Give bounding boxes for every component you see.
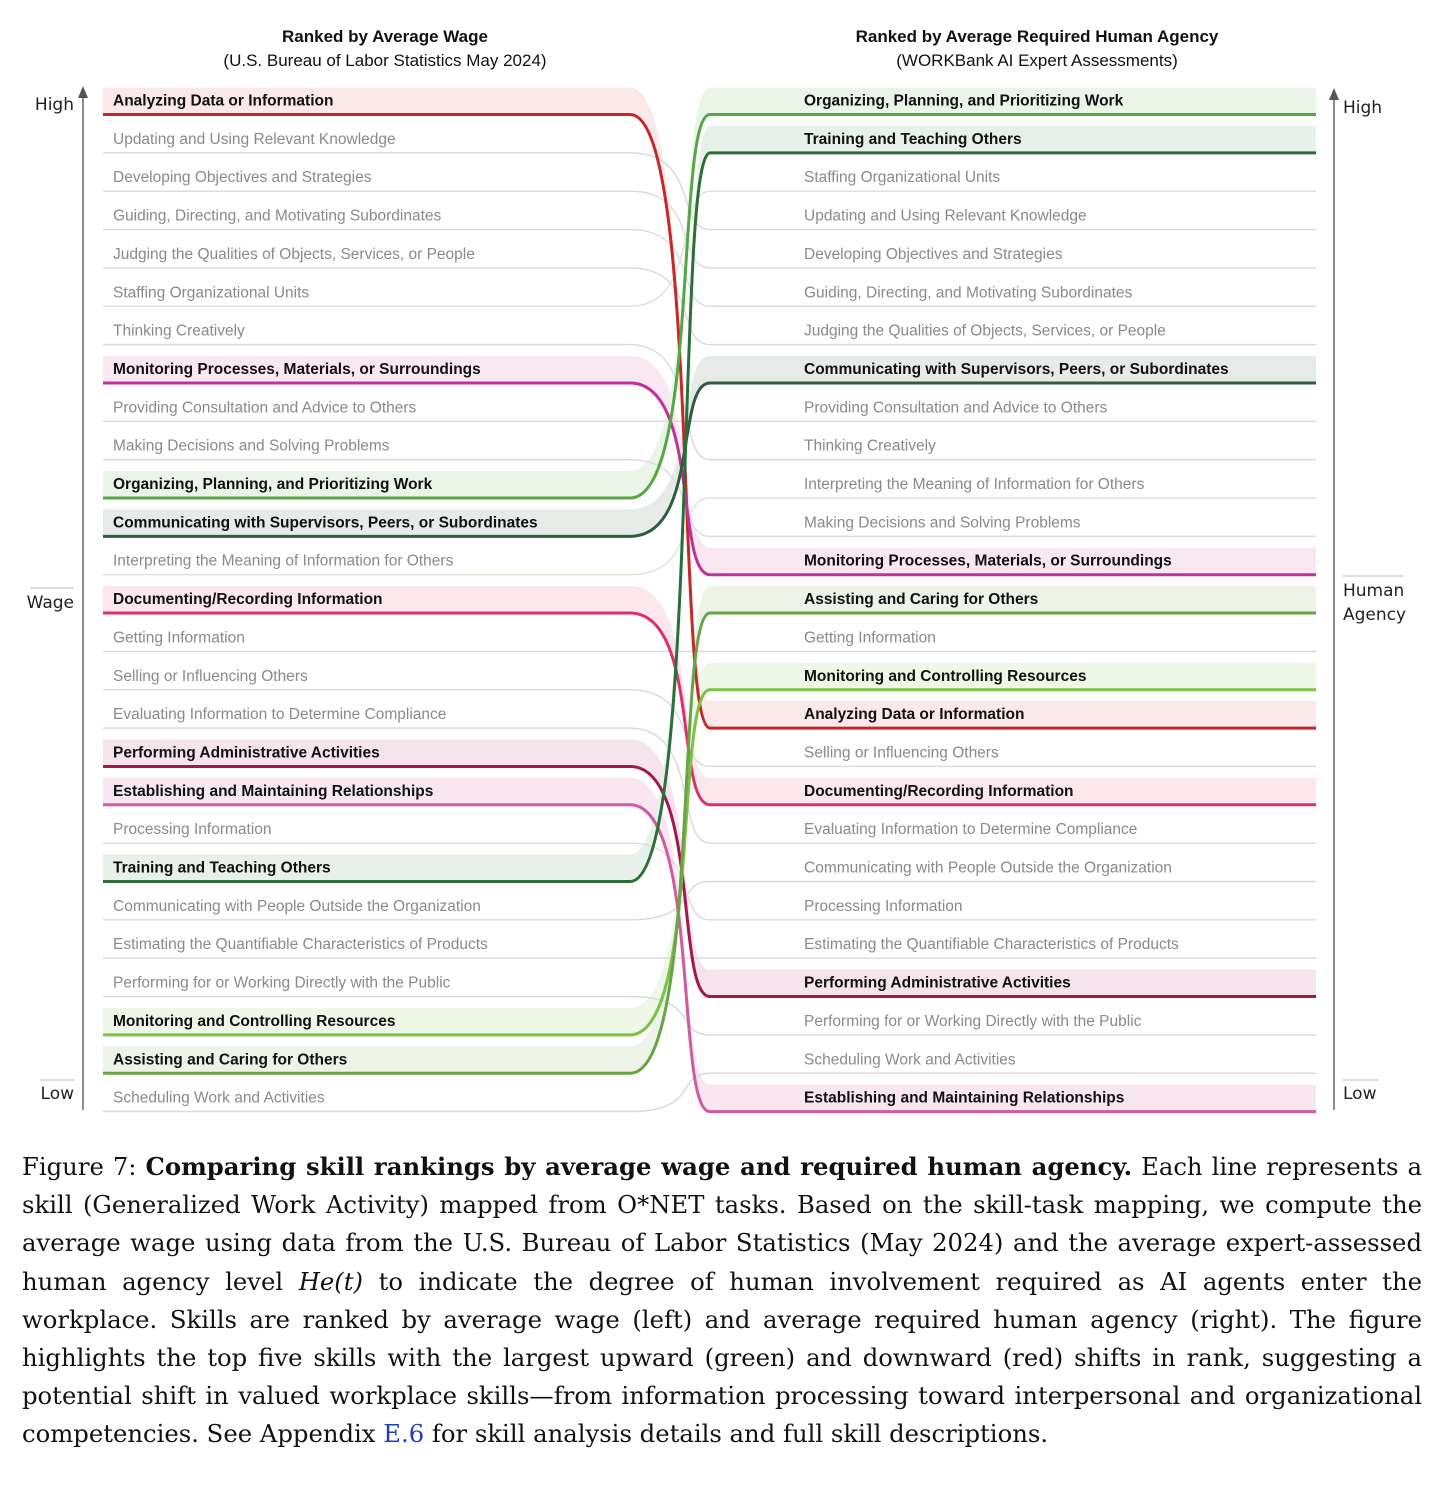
right-label-organizing-planning-and-prioritizing-work: Organizing, Planning, and Prioritizing Work bbox=[804, 92, 1124, 110]
left-label-interpreting-the-meaning-of-information-for-others: Interpreting the Meaning of Information for Others bbox=[113, 552, 454, 570]
right-label-analyzing-data-or-information: Analyzing Data or Information bbox=[804, 706, 1025, 724]
left-label-monitoring-and-controlling-resources: Monitoring and Controlling Resources bbox=[113, 1012, 396, 1030]
right-label-performing-for-or-working-directly-with-the-public: Performing for or Working Directly with the Public bbox=[804, 1012, 1142, 1030]
right-label-monitoring-processes-materials-or-surroundings: Monitoring Processes, Materials, or Surroundings bbox=[804, 552, 1172, 570]
right-axis-high-label: High bbox=[1343, 98, 1383, 118]
left-label-organizing-planning-and-prioritizing-work: Organizing, Planning, and Prioritizing Work bbox=[113, 476, 433, 493]
right-axis-arrow-icon bbox=[1329, 88, 1339, 100]
left-label-analyzing-data-or-information: Analyzing Data or Information bbox=[113, 92, 334, 110]
right-label-staffing-organizational-units: Staffing Organizational Units bbox=[804, 169, 1001, 187]
left-label-performing-for-or-working-directly-with-the-public: Performing for or Working Directly with the Public bbox=[113, 974, 451, 992]
band-monitoring-processes-materials-or-surroundings bbox=[103, 356, 1316, 575]
right-label-developing-objectives-and-strategies: Developing Objectives and Strategies bbox=[804, 245, 1063, 263]
left-label-staffing-organizational-units: Staffing Organizational Units bbox=[113, 284, 310, 302]
caption-body-2: to indicate the degree of human involvement required as AI agents enter the workplace. Skills are ranked by average wage (left) and average required human agency (right). The figure highlights the top five skills with the largest upward (green) and downward (red) shifts in rank, suggesting a potential shift in valued workplace skills—from information processing toward interpersonal and organizational competencies. See Appendix bbox=[22, 1266, 1422, 1449]
right-label-providing-consultation-and-advice-to-others: Providing Consultation and Advice to Others bbox=[804, 399, 1108, 417]
right-label-scheduling-work-and-activities: Scheduling Work and Activities bbox=[804, 1051, 1016, 1069]
right-label-updating-and-using-relevant-knowledge: Updating and Using Relevant Knowledge bbox=[804, 207, 1087, 225]
band-training-and-teaching-others bbox=[103, 126, 1316, 882]
left-axis-label: Wage bbox=[26, 593, 74, 613]
right-axis-low-label: Low bbox=[1343, 1084, 1377, 1104]
right-label-processing-information: Processing Information bbox=[804, 897, 963, 915]
right-label-getting-information: Getting Information bbox=[804, 629, 936, 647]
connector-lines bbox=[103, 115, 1316, 1112]
right-label-estimating-the-quantifiable-characteristics-of-products: Estimating the Quantifiable Characteristics of Products bbox=[804, 936, 1179, 954]
right-label-evaluating-information-to-determine-compliance: Evaluating Information to Determine Compliance bbox=[804, 821, 1138, 839]
right-label-monitoring-and-controlling-resources: Monitoring and Controlling Resources bbox=[804, 667, 1087, 685]
left-label-processing-information: Processing Information bbox=[113, 821, 272, 839]
band-documenting-recording-information bbox=[103, 586, 1316, 805]
left-label-selling-or-influencing-others: Selling or Influencing Others bbox=[113, 667, 308, 685]
right-axis-label-line-2: Agency bbox=[1343, 605, 1407, 625]
left-label-monitoring-processes-materials-or-surroundings: Monitoring Processes, Materials, or Surroundings bbox=[113, 360, 481, 378]
left-label-documenting-recording-information: Documenting/Recording Information bbox=[113, 591, 383, 609]
left-label-scheduling-work-and-activities: Scheduling Work and Activities bbox=[113, 1089, 325, 1107]
right-label-training-and-teaching-others: Training and Teaching Others bbox=[804, 130, 1022, 148]
left-label-thinking-creatively: Thinking Creatively bbox=[113, 322, 245, 340]
right-label-documenting-recording-information: Documenting/Recording Information bbox=[804, 782, 1074, 800]
left-label-performing-administrative-activities: Performing Administrative Activities bbox=[113, 744, 380, 762]
right-label-establishing-and-maintaining-relationships: Establishing and Maintaining Relationships bbox=[804, 1089, 1125, 1107]
left-label-communicating-with-people-outside-the-organization: Communicating with People Outside the Organization bbox=[113, 897, 481, 915]
left-label-guiding-directing-and-motivating-subordinates: Guiding, Directing, and Motivating Subordinates bbox=[113, 207, 442, 225]
right-label-making-decisions-and-solving-problems: Making Decisions and Solving Problems bbox=[804, 514, 1081, 532]
right-label-communicating-with-people-outside-the-organization: Communicating with People Outside the Organization bbox=[804, 859, 1172, 877]
left-label-developing-objectives-and-strategies: Developing Objectives and Strategies bbox=[113, 169, 372, 187]
left-axis-high-label: High bbox=[34, 95, 74, 115]
right-axis-label-line-1: Human bbox=[1343, 581, 1405, 601]
caption-appendix-link[interactable]: E.6 bbox=[383, 1419, 425, 1449]
left-label-making-decisions-and-solving-problems: Making Decisions and Solving Problems bbox=[113, 437, 390, 455]
right-axis-subtitle: (WORKBank AI Expert Assessments) bbox=[896, 51, 1178, 70]
figure-caption bbox=[22, 1148, 1422, 1454]
left-label-getting-information: Getting Information bbox=[113, 629, 245, 647]
right-label-interpreting-the-meaning-of-information-for-others: Interpreting the Meaning of Information for Others bbox=[804, 476, 1145, 493]
left-axis-title: Ranked by Average Wage bbox=[282, 27, 488, 46]
caption-math-symbol: He(t) bbox=[298, 1266, 364, 1296]
left-label-communicating-with-supervisors-peers-or-subordinates: Communicating with Supervisors, Peers, or Subordinates bbox=[113, 514, 538, 532]
caption-title: Comparing skill rankings by average wage and required human agency. bbox=[145, 1152, 1133, 1181]
left-label-providing-consultation-and-advice-to-others: Providing Consultation and Advice to Others bbox=[113, 399, 417, 417]
left-label-training-and-teaching-others: Training and Teaching Others bbox=[113, 859, 331, 877]
right-label-performing-administrative-activities: Performing Administrative Activities bbox=[804, 974, 1071, 992]
caption-body-1: Each line represents a skill (Generalized Work Activity) mapped from O*NET tasks. Based on the skill-task mapping, we compute the average wage using data from the U.S. Bureau of Labor Statistics (May 2024) and the average expert-assessed human agency level bbox=[22, 1152, 1422, 1296]
right-axis-label bbox=[1343, 581, 1410, 625]
left-label-assisting-and-caring-for-others: Assisting and Caring for Others bbox=[113, 1051, 348, 1069]
right-label-thinking-creatively: Thinking Creatively bbox=[804, 437, 936, 455]
left-label-estimating-the-quantifiable-characteristics-of-products: Estimating the Quantifiable Characteristics of Products bbox=[113, 936, 488, 954]
caption-figure-label: Figure 7: bbox=[22, 1152, 137, 1181]
left-label-updating-and-using-relevant-knowledge: Updating and Using Relevant Knowledge bbox=[113, 130, 396, 148]
right-label-judging-the-qualities-of-objects-services-or-people: Judging the Qualities of Objects, Services, or People bbox=[804, 322, 1166, 340]
left-axis-subtitle: (U.S. Bureau of Labor Statistics May 2024) bbox=[223, 51, 547, 70]
left-axis-arrow-icon bbox=[78, 86, 88, 98]
left-label-judging-the-qualities-of-objects-services-or-people: Judging the Qualities of Objects, Services, or People bbox=[113, 245, 475, 263]
right-label-guiding-directing-and-motivating-subordinates: Guiding, Directing, and Motivating Subordinates bbox=[804, 284, 1133, 302]
right-axis-title: Ranked by Average Required Human Agency bbox=[855, 27, 1219, 46]
right-label-communicating-with-supervisors-peers-or-subordinates: Communicating with Supervisors, Peers, or Subordinates bbox=[804, 360, 1229, 378]
left-label-evaluating-information-to-determine-compliance: Evaluating Information to Determine Compliance bbox=[113, 706, 447, 724]
caption-body-3: for skill analysis details and full skill descriptions. bbox=[431, 1419, 1049, 1449]
left-label-establishing-and-maintaining-relationships: Establishing and Maintaining Relationships bbox=[113, 782, 434, 800]
left-axis-low-label: Low bbox=[40, 1084, 74, 1104]
right-label-selling-or-influencing-others: Selling or Influencing Others bbox=[804, 744, 999, 762]
right-label-assisting-and-caring-for-others: Assisting and Caring for Others bbox=[804, 591, 1039, 609]
